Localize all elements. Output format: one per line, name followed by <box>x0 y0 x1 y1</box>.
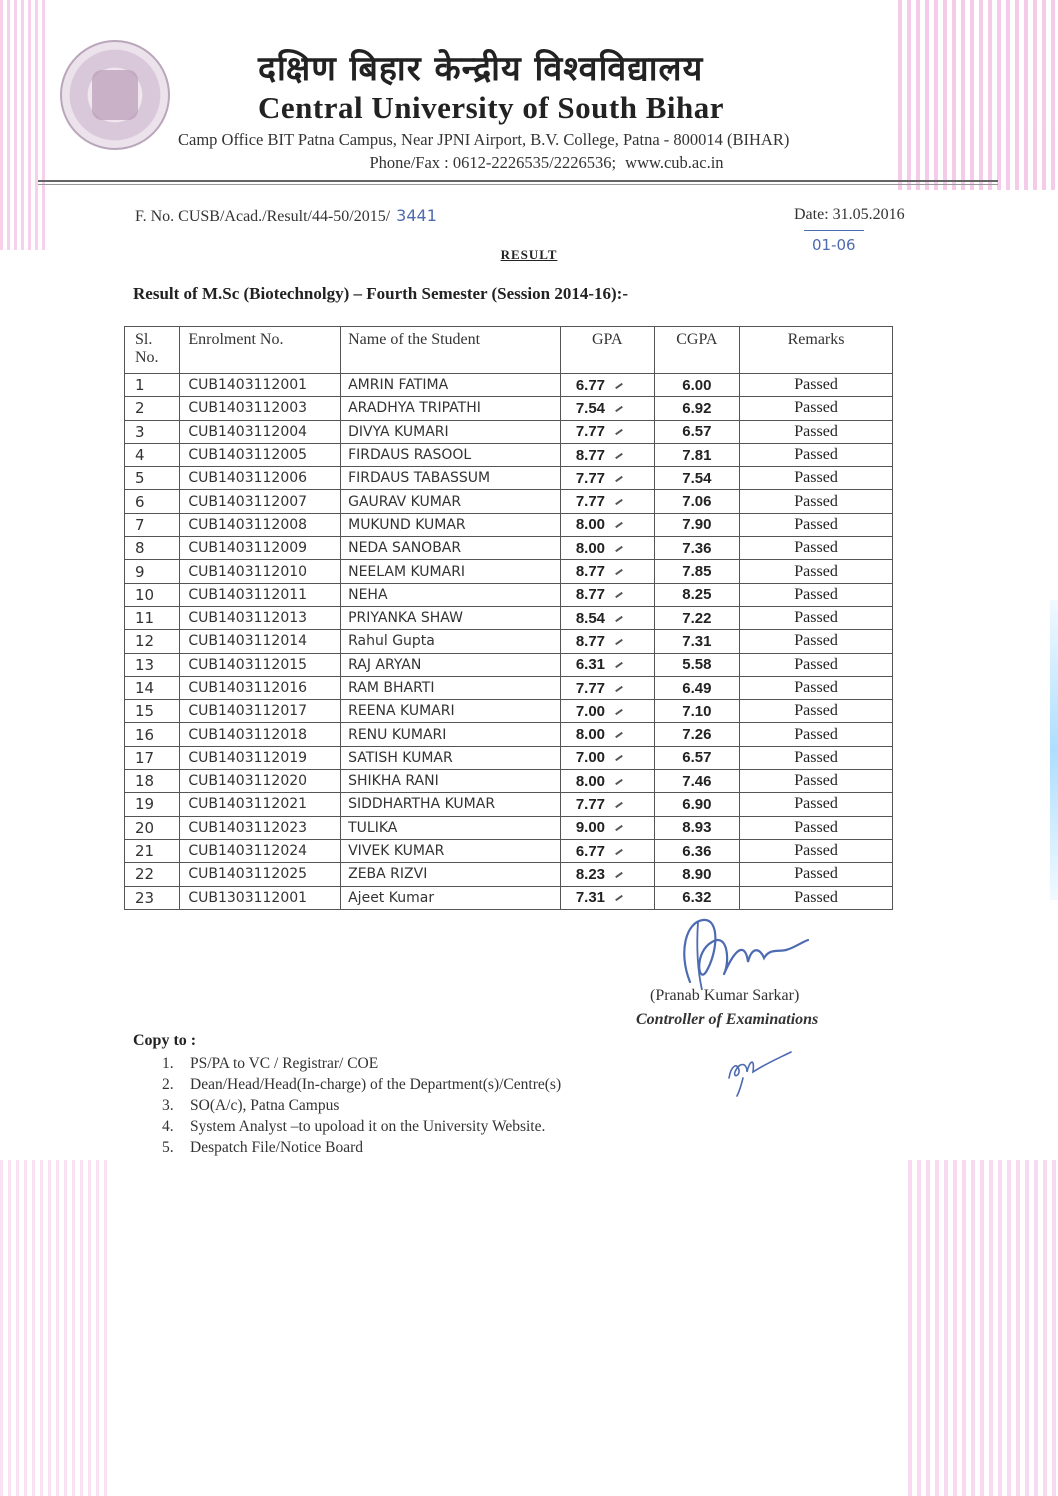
col-header-cgpa: CGPA <box>654 327 739 374</box>
cell-gpa <box>560 746 654 769</box>
cell-remarks: Passed <box>740 606 893 629</box>
cell-sl: 9 <box>125 560 180 583</box>
copy-to-list <box>162 1053 561 1158</box>
cell-sl: 15 <box>125 700 180 723</box>
gpa-value: 7.77 <box>575 469 606 487</box>
check-mark-icon <box>615 522 623 528</box>
scan-artifact <box>0 0 48 250</box>
cell-sl: 8 <box>125 537 180 560</box>
cell-cgpa: 6.00 <box>654 374 739 397</box>
table-header-row <box>125 327 893 374</box>
cell-enrolment: CUB1403112024 <box>180 839 341 862</box>
col-header-enrolment: Enrolment No. <box>180 327 341 374</box>
cell-remarks: Passed <box>740 537 893 560</box>
cell-gpa <box>560 700 654 723</box>
contact-line <box>0 153 1058 173</box>
cell-gpa <box>560 676 654 699</box>
cell-student-name: VIVEK KUMAR <box>341 839 561 862</box>
list-item <box>162 1116 561 1137</box>
cell-cgpa: 8.25 <box>654 583 739 606</box>
cell-gpa <box>560 886 654 909</box>
cell-enrolment: CUB1403112007 <box>180 490 341 513</box>
cell-remarks: Passed <box>740 374 893 397</box>
check-mark-icon <box>615 406 623 412</box>
table-row <box>125 770 893 793</box>
cell-cgpa: 7.90 <box>654 513 739 536</box>
gpa-value: 7.77 <box>575 493 606 511</box>
gpa-value: 8.77 <box>575 586 606 604</box>
cell-remarks: Passed <box>740 746 893 769</box>
cell-enrolment: CUB1403112011 <box>180 583 341 606</box>
gpa-value: 7.00 <box>575 749 606 767</box>
cell-cgpa: 6.36 <box>654 839 739 862</box>
cell-cgpa: 7.81 <box>654 443 739 466</box>
cell-student-name: MUKUND KUMAR <box>341 513 561 536</box>
list-item-number: 4. <box>162 1118 174 1135</box>
cell-cgpa: 8.93 <box>654 816 739 839</box>
check-mark-icon <box>615 802 623 808</box>
cell-sl: 4 <box>125 443 180 466</box>
cell-cgpa: 7.46 <box>654 770 739 793</box>
cell-student-name: ZEBA RIZVI <box>341 863 561 886</box>
cell-gpa <box>560 770 654 793</box>
table-row <box>125 839 893 862</box>
cell-sl: 2 <box>125 397 180 420</box>
cell-gpa <box>560 443 654 466</box>
check-mark-icon <box>615 639 623 645</box>
gpa-value: 8.54 <box>575 609 606 627</box>
table-row <box>125 397 893 420</box>
table-row <box>125 886 893 909</box>
gpa-value: 6.31 <box>575 656 606 674</box>
col-header-gpa: GPA <box>560 327 654 374</box>
list-item-number: 3. <box>162 1097 174 1114</box>
cell-sl: 19 <box>125 793 180 816</box>
cell-student-name: Rahul Gupta <box>341 630 561 653</box>
check-mark-icon <box>615 383 623 389</box>
cell-cgpa: 8.90 <box>654 863 739 886</box>
university-logo <box>60 40 170 150</box>
cell-sl: 10 <box>125 583 180 606</box>
table-row <box>125 560 893 583</box>
check-mark-icon <box>615 685 623 691</box>
list-item <box>162 1137 561 1158</box>
check-mark-icon <box>615 592 623 598</box>
table-row <box>125 606 893 629</box>
cell-remarks: Passed <box>740 886 893 909</box>
cell-enrolment: CUB1403112025 <box>180 863 341 886</box>
cell-remarks: Passed <box>740 630 893 653</box>
initials-mark <box>725 1048 795 1098</box>
check-mark-icon <box>615 546 623 552</box>
cell-remarks: Passed <box>740 839 893 862</box>
gpa-value: 8.00 <box>575 726 606 744</box>
cell-remarks: Passed <box>740 420 893 443</box>
document-date: Date: 31.05.2016 <box>794 206 905 223</box>
result-heading: RESULT <box>500 247 558 262</box>
cell-student-name: DIVYA KUMARI <box>341 420 561 443</box>
cell-gpa <box>560 397 654 420</box>
check-mark-icon <box>615 709 623 715</box>
cell-enrolment: CUB1403112020 <box>180 770 341 793</box>
cell-enrolment: CUB1403112015 <box>180 653 341 676</box>
check-mark-icon <box>615 499 623 505</box>
cell-enrolment: CUB1403112001 <box>180 374 341 397</box>
cell-cgpa: 7.31 <box>654 630 739 653</box>
logo-emblem <box>92 70 138 120</box>
cell-gpa <box>560 863 654 886</box>
cell-gpa <box>560 374 654 397</box>
list-item <box>162 1053 561 1074</box>
cell-student-name: NEELAM KUMARI <box>341 560 561 583</box>
gpa-value: 6.77 <box>575 376 606 394</box>
file-number-handwritten: 3441 <box>396 206 437 225</box>
cell-student-name: TULIKA <box>341 816 561 839</box>
cell-gpa <box>560 630 654 653</box>
date-handwritten: 01-06 <box>812 236 856 254</box>
handwritten-underline <box>804 230 864 231</box>
cell-gpa <box>560 793 654 816</box>
cell-gpa <box>560 513 654 536</box>
cell-gpa <box>560 839 654 862</box>
cell-student-name: GAURAV KUMAR <box>341 490 561 513</box>
signatory-title: Controller of Examinations <box>636 1011 819 1028</box>
table-row <box>125 420 893 443</box>
gpa-value: 7.77 <box>575 795 606 813</box>
cell-enrolment: CUB1403112023 <box>180 816 341 839</box>
cell-enrolment: CUB1403112006 <box>180 467 341 490</box>
website-link[interactable]: www.cub.ac.in <box>625 153 724 172</box>
check-mark-icon <box>615 895 623 901</box>
cell-student-name: Ajeet Kumar <box>341 886 561 909</box>
table-row <box>125 723 893 746</box>
cell-remarks: Passed <box>740 700 893 723</box>
scan-artifact <box>1050 600 1058 900</box>
cell-student-name: AMRIN FATIMA <box>341 374 561 397</box>
results-table <box>124 326 893 910</box>
cell-gpa <box>560 420 654 443</box>
table-row <box>125 467 893 490</box>
table-row <box>125 793 893 816</box>
cell-remarks: Passed <box>740 793 893 816</box>
cell-enrolment: CUB1403112004 <box>180 420 341 443</box>
scan-artifact <box>908 1160 1058 1496</box>
gpa-value: 7.00 <box>575 702 606 720</box>
gpa-value: 7.77 <box>575 423 606 441</box>
gpa-value: 8.77 <box>575 446 606 464</box>
check-mark-icon <box>615 779 623 785</box>
table-row <box>125 816 893 839</box>
table-row <box>125 676 893 699</box>
table-row <box>125 537 893 560</box>
cell-student-name: FIRDAUS RASOOL <box>341 443 561 466</box>
cell-sl: 5 <box>125 467 180 490</box>
cell-sl: 21 <box>125 839 180 862</box>
cell-cgpa: 7.06 <box>654 490 739 513</box>
table-body <box>125 374 893 910</box>
cell-cgpa: 7.22 <box>654 606 739 629</box>
table-row <box>125 583 893 606</box>
subject-line: Result of M.Sc (Biotechnolgy) – Fourth Semester (Session 2014-16):- <box>133 284 628 303</box>
table-row <box>125 630 893 653</box>
cell-gpa <box>560 606 654 629</box>
copy-to-heading: Copy to : <box>133 1032 197 1049</box>
check-mark-icon <box>615 662 623 668</box>
scan-artifact <box>0 1160 110 1496</box>
cell-student-name: RAM BHARTI <box>341 676 561 699</box>
list-item-text: SO(A/c), Patna Campus <box>190 1097 340 1114</box>
list-item-number: 2. <box>162 1076 174 1093</box>
cell-student-name: ARADHYA TRIPATHI <box>341 397 561 420</box>
phone-fax: Phone/Fax : 0612-2226535/2226536; <box>369 153 617 172</box>
cell-cgpa: 6.57 <box>654 420 739 443</box>
cell-gpa <box>560 653 654 676</box>
cell-remarks: Passed <box>740 513 893 536</box>
cell-student-name: SHIKHA RANI <box>341 770 561 793</box>
gpa-value: 9.00 <box>575 819 606 837</box>
col-header-sl: Sl. No. <box>125 327 180 374</box>
cell-gpa <box>560 816 654 839</box>
list-item-number: 5. <box>162 1139 174 1156</box>
cell-sl: 12 <box>125 630 180 653</box>
gpa-value: 7.31 <box>575 889 606 907</box>
gpa-value: 8.77 <box>575 563 606 581</box>
list-item-text: Dean/Head/Head(In-charge) of the Department(s)/Centre(s) <box>190 1076 562 1093</box>
cell-student-name: SIDDHARTHA KUMAR <box>341 793 561 816</box>
check-mark-icon <box>615 476 623 482</box>
check-mark-icon <box>615 732 623 738</box>
cell-enrolment: CUB1403112005 <box>180 443 341 466</box>
cell-sl: 11 <box>125 606 180 629</box>
check-mark-icon <box>615 616 623 622</box>
cell-remarks: Passed <box>740 467 893 490</box>
cell-sl: 1 <box>125 374 180 397</box>
cell-student-name: NEDA SANOBAR <box>341 537 561 560</box>
cell-enrolment: CUB1303112001 <box>180 886 341 909</box>
cell-cgpa: 6.32 <box>654 886 739 909</box>
header-rule <box>38 180 998 182</box>
cell-student-name: FIRDAUS TABASSUM <box>341 467 561 490</box>
gpa-value: 6.77 <box>575 842 606 860</box>
cell-student-name: SATISH KUMAR <box>341 746 561 769</box>
file-number <box>135 206 437 226</box>
table-row <box>125 700 893 723</box>
cell-remarks: Passed <box>740 490 893 513</box>
gpa-value: 7.54 <box>575 399 606 417</box>
cell-cgpa: 7.26 <box>654 723 739 746</box>
cell-enrolment: CUB1403112019 <box>180 746 341 769</box>
cell-cgpa: 7.10 <box>654 700 739 723</box>
cell-sl: 7 <box>125 513 180 536</box>
header-rule <box>38 184 998 185</box>
cell-sl: 17 <box>125 746 180 769</box>
gpa-value: 7.77 <box>575 679 606 697</box>
cell-remarks: Passed <box>740 863 893 886</box>
cell-enrolment: CUB1403112014 <box>180 630 341 653</box>
cell-student-name: REENA KUMARI <box>341 700 561 723</box>
cell-sl: 16 <box>125 723 180 746</box>
cell-gpa <box>560 490 654 513</box>
cell-student-name: RENU KUMARI <box>341 723 561 746</box>
cell-remarks: Passed <box>740 770 893 793</box>
check-mark-icon <box>615 848 623 854</box>
gpa-value: 8.00 <box>575 516 606 534</box>
check-mark-icon <box>615 452 623 458</box>
list-item-text: Despatch File/Notice Board <box>190 1139 364 1156</box>
cell-remarks: Passed <box>740 583 893 606</box>
cell-enrolment: CUB1403112013 <box>180 606 341 629</box>
cell-cgpa: 6.92 <box>654 397 739 420</box>
cell-enrolment: CUB1403112017 <box>180 700 341 723</box>
cell-remarks: Passed <box>740 653 893 676</box>
cell-cgpa: 7.54 <box>654 467 739 490</box>
cell-student-name: NEHA <box>341 583 561 606</box>
cell-cgpa: 7.36 <box>654 537 739 560</box>
cell-student-name: PRIYANKA SHAW <box>341 606 561 629</box>
cell-sl: 22 <box>125 863 180 886</box>
cell-gpa <box>560 560 654 583</box>
cell-sl: 13 <box>125 653 180 676</box>
cell-remarks: Passed <box>740 816 893 839</box>
cell-sl: 18 <box>125 770 180 793</box>
university-name-hindi: दक्षिण बिहार केन्द्रीय विश्वविद्यालय <box>258 49 704 89</box>
table-row <box>125 653 893 676</box>
cell-remarks: Passed <box>740 676 893 699</box>
cell-remarks: Passed <box>740 397 893 420</box>
cell-enrolment: CUB1403112008 <box>180 513 341 536</box>
cell-enrolment: CUB1403112003 <box>180 397 341 420</box>
gpa-value: 8.23 <box>575 865 606 883</box>
cell-gpa <box>560 467 654 490</box>
table-row <box>125 490 893 513</box>
cell-sl: 6 <box>125 490 180 513</box>
cell-remarks: Passed <box>740 443 893 466</box>
cell-enrolment: CUB1403112010 <box>180 560 341 583</box>
signature-image <box>668 912 818 994</box>
cell-enrolment: CUB1403112021 <box>180 793 341 816</box>
university-name-english: Central University of South Bihar <box>258 90 724 125</box>
cell-cgpa: 7.85 <box>654 560 739 583</box>
cell-enrolment: CUB1403112009 <box>180 537 341 560</box>
cell-sl: 3 <box>125 420 180 443</box>
check-mark-icon <box>615 569 623 575</box>
cell-cgpa: 6.57 <box>654 746 739 769</box>
table-row <box>125 863 893 886</box>
gpa-value: 8.77 <box>575 632 606 650</box>
cell-sl: 23 <box>125 886 180 909</box>
cell-remarks: Passed <box>740 723 893 746</box>
cell-cgpa: 5.58 <box>654 653 739 676</box>
cell-gpa <box>560 583 654 606</box>
check-mark-icon <box>615 872 623 878</box>
cell-cgpa: 6.90 <box>654 793 739 816</box>
file-number-text: F. No. CUSB/Acad./Result/44-50/2015/ <box>135 208 391 225</box>
cell-remarks: Passed <box>740 560 893 583</box>
table-row <box>125 443 893 466</box>
university-address: Camp Office BIT Patna Campus, Near JPNI Airport, B.V. College, Patna - 800014 (BIHAR) <box>178 130 790 149</box>
table-row <box>125 746 893 769</box>
list-item-text: System Analyst –to upoload it on the University Website. <box>190 1118 546 1135</box>
cell-student-name: RAJ ARYAN <box>341 653 561 676</box>
cell-sl: 14 <box>125 676 180 699</box>
col-header-name: Name of the Student <box>341 327 561 374</box>
cell-gpa <box>560 537 654 560</box>
list-item-number: 1. <box>162 1055 174 1072</box>
cell-sl: 20 <box>125 816 180 839</box>
table-row <box>125 513 893 536</box>
col-header-remarks: Remarks <box>740 327 893 374</box>
table-row <box>125 374 893 397</box>
cell-enrolment: CUB1403112016 <box>180 676 341 699</box>
list-item <box>162 1095 561 1116</box>
check-mark-icon <box>615 429 623 435</box>
check-mark-icon <box>615 825 623 831</box>
list-item-text: PS/PA to VC / Registrar/ COE <box>190 1055 379 1072</box>
check-mark-icon <box>615 755 623 761</box>
gpa-value: 8.00 <box>575 772 606 790</box>
signatory-name: (Pranab Kumar Sarkar) <box>650 987 800 1004</box>
list-item <box>162 1074 561 1095</box>
cell-enrolment: CUB1403112018 <box>180 723 341 746</box>
cell-cgpa: 6.49 <box>654 676 739 699</box>
cell-gpa <box>560 723 654 746</box>
gpa-value: 8.00 <box>575 539 606 557</box>
